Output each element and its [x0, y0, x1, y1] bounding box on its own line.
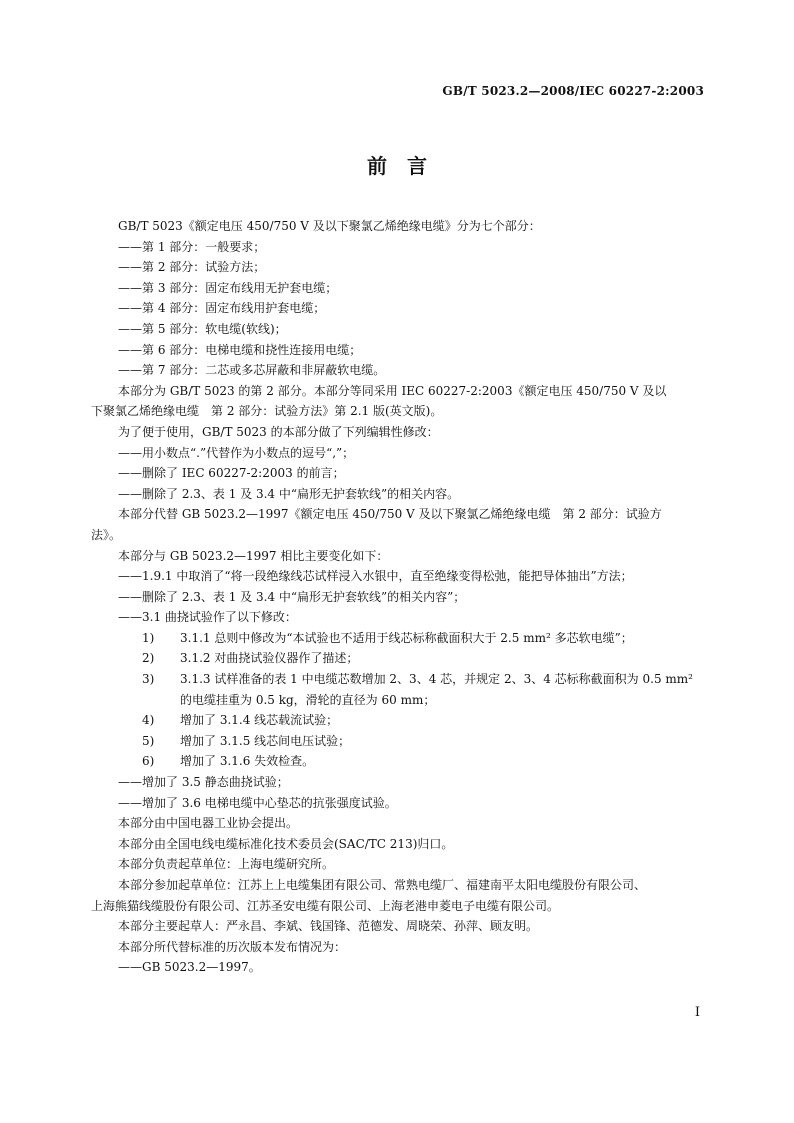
list-item: ——用小数点“.”代替作为小数点的逗号“,”； [118, 445, 355, 460]
list-item: ——第 4 部分：固定布线用护套电缆； [118, 301, 326, 316]
paragraph: 本部分参加起草单位：江苏上上电缆集团有限公司、常熟电缆厂、福建南平太阳电缆股份有限公司、 [118, 878, 647, 892]
list-item: ——第 1 部分：一般要求； [118, 239, 266, 254]
page-title: 前 言 [367, 154, 427, 178]
item-text: 增加了 3.1.6 失效检查。 [180, 754, 315, 769]
foreword-body [91, 216, 706, 978]
item-number: 4) [142, 713, 155, 728]
list-item: ——3.1 曲挠试验作了以下修改： [118, 610, 297, 625]
list-item: ——第 7 部分：二芯或多芯屏蔽和非屏蔽软电缆。 [118, 363, 386, 378]
list-item: ——删除了 2.3、表 1 及 3.4 中“扁形无护套软线”的相关内容”； [118, 589, 466, 604]
paragraph: 本部分主要起草人：严永昌、李斌、钱国锋、范德发、周晓荣、孙萍、顾友明。 [118, 919, 539, 934]
numbered-item [118, 751, 706, 772]
paragraph: 为了便于使用，GB/T 5023 的本部分做了下列编辑性修改： [118, 424, 439, 439]
item-number: 6) [142, 754, 155, 769]
paragraph: GB/T 5023《额定电压 450/750 V 及以下聚氯乙烯绝缘电缆》分为七个部分： [118, 219, 541, 233]
paragraph-continuation: 上海熊猫线缆股份有限公司、江苏圣安电缆有限公司、上海老港申菱电子电缆有限公司。 [91, 898, 560, 913]
item-text: 3.1.1 总则中修改为“本试验也不适用于线芯标称截面积大于 2.5 mm² 多芯软电缆”； [180, 630, 633, 645]
item-number: 2) [142, 651, 155, 666]
list-item: ——增加了 3.6 电梯电缆中心垫芯的抗张强度试验。 [118, 795, 397, 810]
paragraph: 本部分为 GB/T 5023 的第 2 部分。本部分等同采用 IEC 60227-2:2003《额定电压 450/750 V 及以 [118, 383, 667, 398]
paragraph: 本部分负责起草单位：上海电缆研究所。 [118, 857, 335, 872]
item-text: 增加了 3.1.4 线芯载流试验； [180, 713, 339, 728]
list-item: ——第 6 部分：电梯电缆和挠性连接用电缆； [118, 342, 362, 357]
list-item: ——增加了 3.5 静态曲挠试验； [118, 775, 289, 790]
numbered-item-continuation: 的电缆挂重为 0.5 kg，滑轮的直径为 60 mm； [180, 692, 436, 707]
numbered-item [118, 628, 706, 649]
item-number: 3) [142, 672, 155, 687]
item-text: 3.1.2 对曲挠试验仪器作了描述； [180, 651, 359, 666]
page-number: I [694, 1005, 700, 1020]
list-item: ——删除了 2.3、表 1 及 3.4 中“扁形无护套软线”的相关内容。 [118, 486, 460, 501]
item-number: 1) [142, 630, 155, 645]
numbered-item [118, 648, 706, 669]
item-text: 增加了 3.1.5 线芯间电压试验； [180, 733, 351, 748]
paragraph: 本部分与 GB 5023.2—1997 相比主要变化如下： [118, 548, 389, 563]
list-item: ——第 2 部分：试验方法； [118, 260, 266, 275]
standard-number: GB/T 5023.2—2008/IEC 60227-2:2003 [442, 84, 704, 98]
paragraph: 本部分所代替标准的历次版本发布情况为： [118, 939, 347, 954]
paragraph: 本部分由中国电器工业协会提出。 [118, 816, 299, 831]
list-item: ——第 3 部分：固定布线用无护套电缆； [118, 280, 338, 295]
numbered-item [118, 710, 706, 731]
item-text: 3.1.3 试样准备的表 1 中电缆芯数增加 2、3、4 芯，并规定 2、3、4 芯标称截面积为 0.5 mm² [180, 672, 693, 687]
paragraph: 本部分代替 GB 5023.2—1997《额定电压 450/750 V 及以下聚氯乙烯绝缘电缆 第 2 部分：试验方 [118, 507, 662, 522]
list-item: ——GB 5023.2—1997。 [118, 960, 261, 975]
list-item: ——1.9.1 中取消了“将一段绝缘线芯试样浸入水银中，直至绝缘变得松弛，能把导体抽出”方法； [118, 569, 633, 584]
numbered-item [118, 669, 706, 690]
item-number: 5) [142, 733, 155, 748]
paragraph-continuation: 下聚氯乙烯绝缘电缆 第 2 部分：试验方法》第 2.1 版(英文版)。 [91, 404, 443, 419]
list-item: ——删除了 IEC 60227-2:2003 的前言； [118, 466, 345, 481]
paragraph: 本部分由全国电线电缆标准化技术委员会(SAC/TC 213)归口。 [118, 836, 454, 851]
paragraph-continuation: 法》。 [91, 527, 122, 542]
numbered-item [118, 731, 706, 752]
list-item: ——第 5 部分：软电缆(软线)； [118, 321, 287, 336]
